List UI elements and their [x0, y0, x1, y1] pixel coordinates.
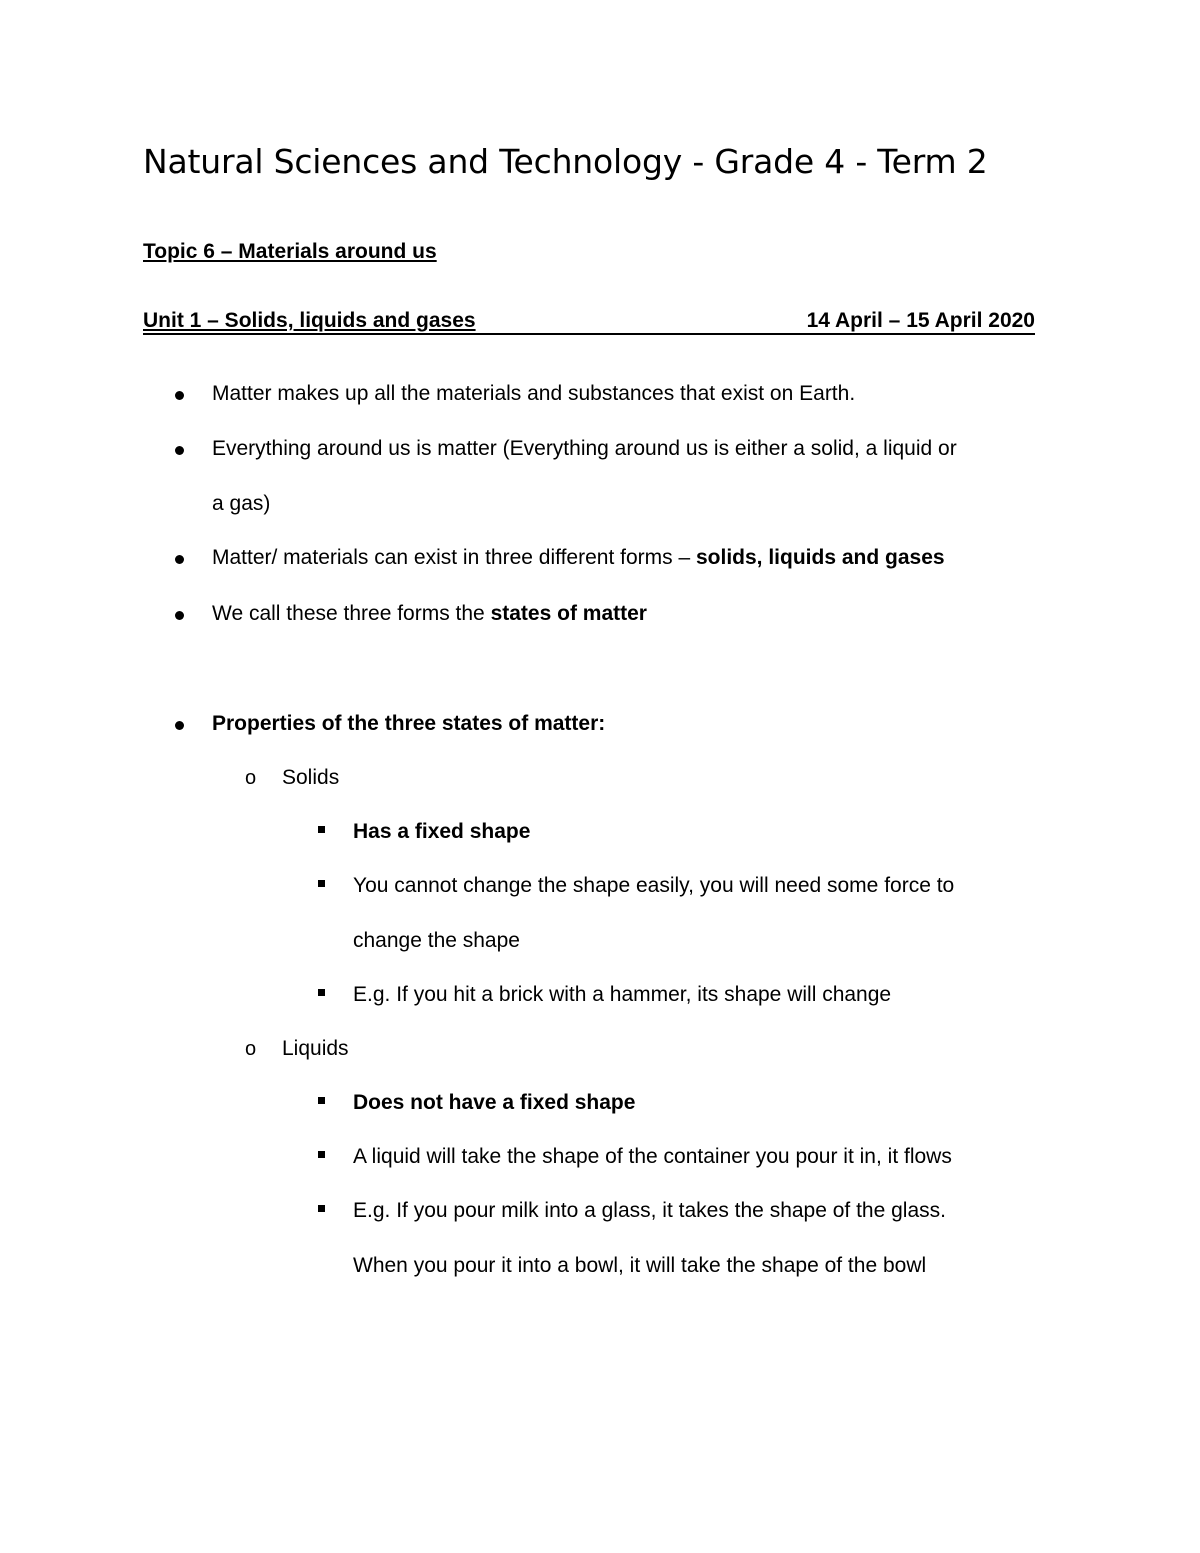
bullet-square-icon: [318, 1097, 325, 1104]
bullet-square-icon: [318, 1205, 325, 1212]
list-item-emphasis: solids, liquids and gases: [695, 546, 945, 569]
list-item-emphasis: states of matter: [490, 602, 647, 625]
unit-date: 14 April – 15 April 2020: [806, 309, 1035, 332]
sub-list-item-liquids: Liquids: [282, 1037, 349, 1060]
bullet-disc-icon: [175, 391, 184, 400]
bullet-disc-icon: [175, 721, 184, 730]
sub-list-item-solids: Solids: [282, 766, 340, 789]
topic-heading: Topic 6 – Materials around us: [143, 240, 437, 263]
list-item: Has a fixed shape: [353, 820, 531, 843]
list-item: [212, 544, 945, 572]
list-item-text: Matter/ materials can exist in three different forms –: [212, 546, 696, 569]
list-item: Does not have a fixed shape: [353, 1091, 636, 1114]
sub-bullet-marker: o: [245, 1038, 257, 1060]
list-item-text: We call these three forms the: [212, 602, 491, 625]
list-item: Matter makes up all the materials and substances that exist on Earth.: [212, 382, 856, 405]
bullet-square-icon: [318, 1151, 325, 1158]
section-heading: Properties of the three states of matter:: [212, 712, 606, 735]
bullet-disc-icon: [175, 611, 184, 620]
bullet-square-icon: [318, 826, 325, 833]
unit-title: Unit 1 – Solids, liquids and gases: [143, 309, 476, 332]
list-item: Everything around us is matter (Everything around us is either a solid, a liquid or: [212, 437, 957, 460]
list-item: A liquid will take the shape of the container you pour it in, it flows: [353, 1145, 952, 1168]
unit-heading-row: [143, 307, 1035, 335]
bullet-square-icon: [318, 989, 325, 996]
list-item-continuation: a gas): [212, 492, 271, 515]
page-title: Natural Sciences and Technology - Grade 4 - Term 2: [143, 142, 988, 181]
list-item-continuation: change the shape: [353, 929, 520, 952]
bullet-square-icon: [318, 880, 325, 887]
list-item: You cannot change the shape easily, you will need some force to: [353, 874, 955, 897]
bullet-disc-icon: [175, 446, 184, 455]
list-item-continuation: When you pour it into a bowl, it will take the shape of the bowl: [353, 1254, 927, 1277]
bullet-disc-icon: [175, 555, 184, 564]
list-item: E.g. If you pour milk into a glass, it takes the shape of the glass.: [353, 1199, 946, 1222]
sub-bullet-marker: o: [245, 767, 257, 789]
list-item: E.g. If you hit a brick with a hammer, its shape will change: [353, 983, 892, 1006]
list-item: [212, 600, 647, 628]
